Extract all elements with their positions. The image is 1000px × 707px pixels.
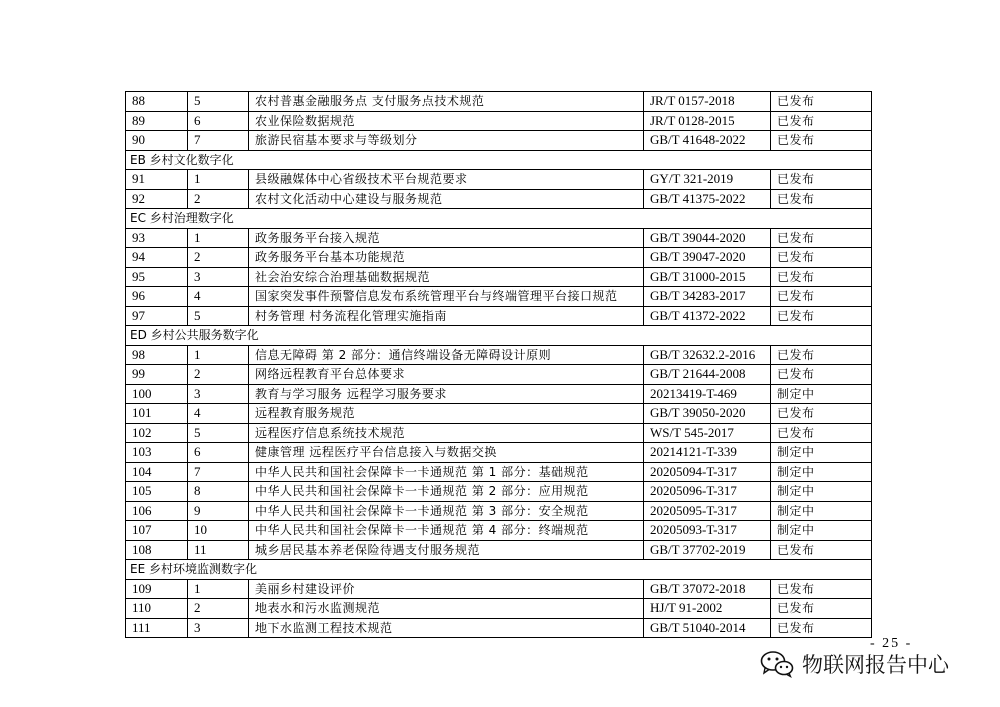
table-row — [126, 599, 872, 619]
table-row — [126, 365, 872, 385]
section-row — [126, 326, 872, 346]
cell-sub-number: 11 — [188, 540, 249, 560]
cell-standard-name: 信息无障碍 第 2 部分：通信终端设备无障碍设计原则 — [249, 345, 644, 365]
cell-status: 已发布 — [771, 189, 872, 209]
cell-sub-number: 8 — [188, 482, 249, 502]
cell-sub-number: 1 — [188, 579, 249, 599]
cell-sub-number: 3 — [188, 384, 249, 404]
cell-standard-code: 20213419-T-469 — [644, 384, 771, 404]
cell-serial-number: 107 — [126, 521, 188, 541]
cell-status: 已发布 — [771, 248, 872, 268]
cell-sub-number: 10 — [188, 521, 249, 541]
cell-standard-name: 政务服务平台基本功能规范 — [249, 248, 644, 268]
cell-standard-code: GB/T 39047-2020 — [644, 248, 771, 268]
cell-standard-name: 远程医疗信息系统技术规范 — [249, 423, 644, 443]
cell-sub-number: 2 — [188, 189, 249, 209]
cell-standard-name: 农村普惠金融服务点 支付服务点技术规范 — [249, 92, 644, 112]
watermark — [760, 649, 949, 679]
cell-serial-number: 101 — [126, 404, 188, 424]
cell-standard-name: 远程教育服务规范 — [249, 404, 644, 424]
cell-status: 制定中 — [771, 443, 872, 463]
cell-sub-number: 6 — [188, 111, 249, 131]
cell-standard-name: 政务服务平台接入规范 — [249, 228, 644, 248]
cell-standard-code: WS/T 545-2017 — [644, 423, 771, 443]
cell-standard-name: 中华人民共和国社会保障卡一卡通规范 第 3 部分：安全规范 — [249, 501, 644, 521]
table-row — [126, 228, 872, 248]
cell-serial-number: 92 — [126, 189, 188, 209]
cell-standard-code: GB/T 41648-2022 — [644, 131, 771, 151]
cell-status: 制定中 — [771, 384, 872, 404]
cell-standard-code: 20205096-T-317 — [644, 482, 771, 502]
cell-serial-number: 108 — [126, 540, 188, 560]
cell-sub-number: 7 — [188, 462, 249, 482]
cell-standard-name: 农业保险数据规范 — [249, 111, 644, 131]
cell-status: 已发布 — [771, 306, 872, 326]
table-row — [126, 443, 872, 463]
watermark-text: 物联网报告中心 — [802, 653, 949, 677]
cell-standard-code: GB/T 37072-2018 — [644, 579, 771, 599]
cell-status: 已发布 — [771, 170, 872, 190]
cell-serial-number: 88 — [126, 92, 188, 112]
cell-serial-number: 91 — [126, 170, 188, 190]
cell-serial-number: 109 — [126, 579, 188, 599]
cell-standard-name: 中华人民共和国社会保障卡一卡通规范 第 2 部分：应用规范 — [249, 482, 644, 502]
cell-sub-number: 3 — [188, 267, 249, 287]
cell-status: 制定中 — [771, 501, 872, 521]
cell-standard-name: 国家突发事件预警信息发布系统管理平台与终端管理平台接口规范 — [249, 287, 644, 307]
table-row — [126, 267, 872, 287]
cell-status: 制定中 — [771, 462, 872, 482]
cell-sub-number: 1 — [188, 170, 249, 190]
cell-standard-name: 城乡居民基本养老保险待遇支付服务规范 — [249, 540, 644, 560]
section-row — [126, 209, 872, 229]
cell-standard-name: 中华人民共和国社会保障卡一卡通规范 第 1 部分：基础规范 — [249, 462, 644, 482]
cell-sub-number: 5 — [188, 306, 249, 326]
page-number: - 25 - — [870, 636, 913, 651]
cell-standard-code: HJ/T 91-2002 — [644, 599, 771, 619]
cell-serial-number: 111 — [126, 618, 188, 638]
cell-serial-number: 106 — [126, 501, 188, 521]
wechat-icon — [760, 650, 794, 678]
cell-sub-number: 1 — [188, 228, 249, 248]
table-row — [126, 384, 872, 404]
cell-sub-number: 2 — [188, 365, 249, 385]
cell-standard-name: 旅游民宿基本要求与等级划分 — [249, 131, 644, 151]
section-title: EB 乡村文化数字化 — [126, 150, 872, 170]
cell-standard-code: 20205094-T-317 — [644, 462, 771, 482]
section-title: EE 乡村环境监测数字化 — [126, 560, 872, 580]
cell-standard-code: GB/T 41372-2022 — [644, 306, 771, 326]
cell-sub-number: 3 — [188, 618, 249, 638]
cell-standard-name: 农村文化活动中心建设与服务规范 — [249, 189, 644, 209]
cell-serial-number: 90 — [126, 131, 188, 151]
cell-serial-number: 99 — [126, 365, 188, 385]
cell-standard-name: 县级融媒体中心省级技术平台规范要求 — [249, 170, 644, 190]
cell-standard-code: GB/T 39044-2020 — [644, 228, 771, 248]
cell-serial-number: 100 — [126, 384, 188, 404]
cell-serial-number: 110 — [126, 599, 188, 619]
cell-sub-number: 1 — [188, 345, 249, 365]
table-row — [126, 287, 872, 307]
cell-sub-number: 4 — [188, 287, 249, 307]
cell-sub-number: 2 — [188, 248, 249, 268]
section-title: EC 乡村治理数字化 — [126, 209, 872, 229]
section-row — [126, 560, 872, 580]
cell-standard-code: GB/T 21644-2008 — [644, 365, 771, 385]
cell-standard-code: 20205093-T-317 — [644, 521, 771, 541]
cell-sub-number: 5 — [188, 423, 249, 443]
table-row — [126, 92, 872, 112]
cell-sub-number: 2 — [188, 599, 249, 619]
table-row — [126, 131, 872, 151]
table-row — [126, 306, 872, 326]
table-row — [126, 521, 872, 541]
cell-sub-number: 6 — [188, 443, 249, 463]
cell-standard-code: GB/T 39050-2020 — [644, 404, 771, 424]
cell-serial-number: 93 — [126, 228, 188, 248]
cell-standard-code: 20205095-T-317 — [644, 501, 771, 521]
cell-serial-number: 89 — [126, 111, 188, 131]
cell-standard-code: GB/T 41375-2022 — [644, 189, 771, 209]
table-row — [126, 170, 872, 190]
cell-status: 已发布 — [771, 579, 872, 599]
cell-standard-name: 地表水和污水监测规范 — [249, 599, 644, 619]
cell-serial-number: 97 — [126, 306, 188, 326]
cell-standard-name: 村务管理 村务流程化管理实施指南 — [249, 306, 644, 326]
cell-standard-code: JR/T 0157-2018 — [644, 92, 771, 112]
section-row — [126, 150, 872, 170]
cell-standard-code: JR/T 0128-2015 — [644, 111, 771, 131]
cell-standard-name: 美丽乡村建设评价 — [249, 579, 644, 599]
cell-serial-number: 98 — [126, 345, 188, 365]
cell-sub-number: 5 — [188, 92, 249, 112]
cell-serial-number: 96 — [126, 287, 188, 307]
cell-standard-name: 健康管理 远程医疗平台信息接入与数据交换 — [249, 443, 644, 463]
cell-standard-name: 地下水监测工程技术规范 — [249, 618, 644, 638]
cell-sub-number: 7 — [188, 131, 249, 151]
table-row — [126, 462, 872, 482]
table-row — [126, 248, 872, 268]
table-row — [126, 189, 872, 209]
cell-serial-number: 105 — [126, 482, 188, 502]
standards-table-body — [126, 92, 872, 638]
table-row — [126, 618, 872, 638]
table-row — [126, 540, 872, 560]
cell-status: 制定中 — [771, 482, 872, 502]
cell-status: 已发布 — [771, 618, 872, 638]
cell-standard-code: GB/T 32632.2-2016 — [644, 345, 771, 365]
cell-standard-name: 社会治安综合治理基础数据规范 — [249, 267, 644, 287]
cell-standard-name: 中华人民共和国社会保障卡一卡通规范 第 4 部分：终端规范 — [249, 521, 644, 541]
cell-serial-number: 102 — [126, 423, 188, 443]
section-title: ED 乡村公共服务数字化 — [126, 326, 872, 346]
cell-standard-code: GB/T 34283-2017 — [644, 287, 771, 307]
cell-status: 已发布 — [771, 131, 872, 151]
cell-status: 已发布 — [771, 228, 872, 248]
cell-standard-code: GY/T 321-2019 — [644, 170, 771, 190]
standards-table — [125, 91, 872, 638]
cell-status: 已发布 — [771, 111, 872, 131]
cell-standard-code: GB/T 31000-2015 — [644, 267, 771, 287]
cell-status: 已发布 — [771, 599, 872, 619]
cell-status: 已发布 — [771, 92, 872, 112]
cell-status: 已发布 — [771, 267, 872, 287]
cell-status: 制定中 — [771, 521, 872, 541]
table-row — [126, 579, 872, 599]
cell-standard-name: 网络远程教育平台总体要求 — [249, 365, 644, 385]
cell-serial-number: 103 — [126, 443, 188, 463]
cell-status: 已发布 — [771, 345, 872, 365]
table-row — [126, 111, 872, 131]
cell-serial-number: 95 — [126, 267, 188, 287]
cell-status: 已发布 — [771, 404, 872, 424]
table-row — [126, 501, 872, 521]
cell-standard-code: 20214121-T-339 — [644, 443, 771, 463]
cell-sub-number: 4 — [188, 404, 249, 424]
cell-status: 已发布 — [771, 365, 872, 385]
cell-status: 已发布 — [771, 423, 872, 443]
cell-status: 已发布 — [771, 540, 872, 560]
cell-standard-name: 教育与学习服务 远程学习服务要求 — [249, 384, 644, 404]
cell-standard-code: GB/T 37702-2019 — [644, 540, 771, 560]
cell-serial-number: 104 — [126, 462, 188, 482]
table-row — [126, 345, 872, 365]
table-row — [126, 404, 872, 424]
table-row — [126, 482, 872, 502]
cell-serial-number: 94 — [126, 248, 188, 268]
cell-status: 已发布 — [771, 287, 872, 307]
table-row — [126, 423, 872, 443]
cell-standard-code: GB/T 51040-2014 — [644, 618, 771, 638]
cell-sub-number: 9 — [188, 501, 249, 521]
